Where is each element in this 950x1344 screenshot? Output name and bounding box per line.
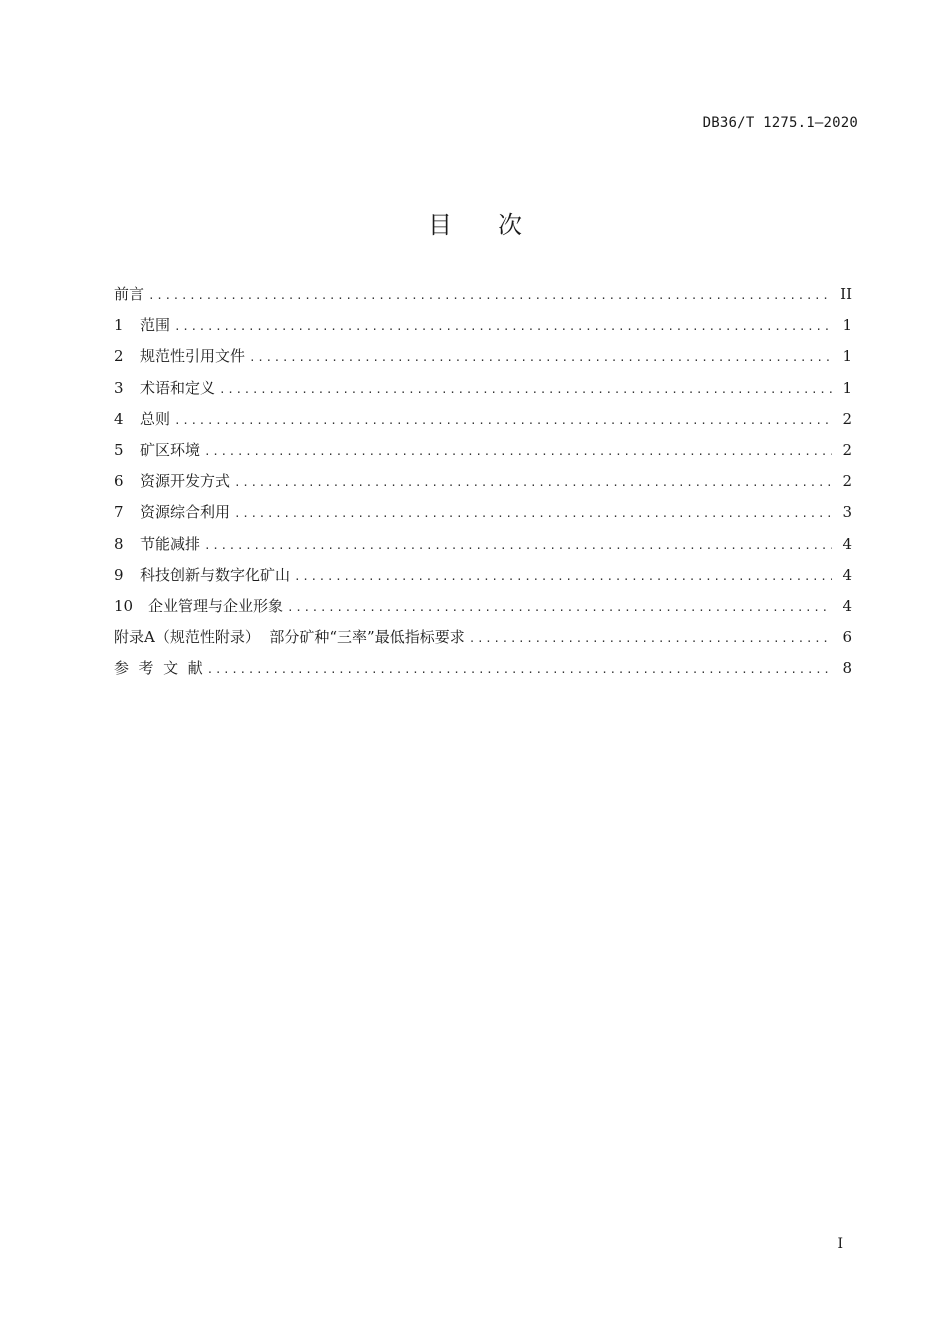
toc-entry-label: 参 考 文 献 [114,659,203,678]
toc-leader-dots [294,570,832,583]
toc-entry-page: II [840,285,852,303]
toc-entry-appendix-a[interactable] [114,626,852,657]
toc-entry-mining-environment[interactable] [114,439,852,470]
toc-leader-dots [249,351,832,364]
toc-entry-number: 7 [114,503,124,522]
toc-leader-dots [234,507,832,520]
toc-entry-label: 总则 [140,409,171,428]
toc-entry-label: 科技创新与数字化矿山 [140,565,291,584]
toc-entry-page: 3 [842,503,852,522]
toc-entry-label: 术语和定义 [140,378,216,397]
toc-leader-dots [207,663,832,676]
toc-entry-label: 规范性引用文件 [140,347,246,366]
toc-entry-number: 9 [114,565,124,584]
toc-entry-label: 节能减排 [140,534,201,553]
standard-code: DB36/T 1275.1—2020 [702,115,858,131]
toc-entry-management[interactable] [114,595,852,626]
toc-entry-page: 8 [842,659,852,678]
toc-entry-page: 4 [842,565,852,584]
toc-entry-normative-references[interactable] [114,345,852,376]
toc-entry-innovation[interactable] [114,564,852,595]
toc-entry-label: 企业管理与企业形象 [148,596,284,615]
toc-entry-number: 6 [114,472,124,491]
toc-entry-number: 1 [114,316,124,335]
toc-leader-dots [469,632,832,645]
toc-entry-number: 3 [114,378,124,397]
toc-entry-bibliography[interactable] [114,657,852,688]
toc-entry-page: 4 [842,596,852,615]
toc-entry-number: 8 [114,534,124,553]
toc-leader-dots [204,539,832,552]
toc-entry-page: 2 [842,440,852,459]
toc-entry-energy-saving[interactable] [114,533,852,564]
toc-entry-number: 10 [114,596,134,615]
toc-entry-number: 4 [114,409,124,428]
toc-entry-page: 4 [842,534,852,553]
toc-leader-dots [204,445,832,458]
toc-entry-general[interactable] [114,408,852,439]
toc-entry-page: 1 [842,316,852,335]
table-of-contents [114,283,852,688]
toc-entry-development-method[interactable] [114,470,852,501]
toc-leader-dots [234,476,832,489]
toc-entry-page: 1 [842,378,852,397]
toc-entry-label: 资源综合利用 [140,503,231,522]
toc-entry-label: 资源开发方式 [140,472,231,491]
toc-leader-dots [219,383,832,396]
toc-entry-number: 2 [114,347,124,366]
toc-entry-terms[interactable] [114,377,852,408]
toc-leader-dots [287,601,832,614]
page-number: I [837,1236,843,1252]
toc-entry-page: 6 [842,628,852,647]
toc-entry-number: 5 [114,440,124,459]
toc-entry-label: 前言 [114,285,145,303]
toc-leader-dots [148,289,832,302]
toc-entry-page: 2 [842,409,852,428]
toc-entry-page: 1 [842,347,852,366]
toc-entry-label: 附录A（规范性附录） 部分矿种“三率”最低指标要求 [114,628,465,647]
toc-entry-label: 范围 [140,316,171,335]
toc-entry-preface[interactable] [114,283,852,314]
toc-entry-label: 矿区环境 [140,440,201,459]
toc-entry-page: 2 [842,472,852,491]
toc-leader-dots [174,320,832,333]
toc-entry-scope[interactable] [114,314,852,345]
toc-leader-dots [174,414,832,427]
page-title: 目次 [428,211,568,239]
toc-entry-comprehensive-use[interactable] [114,501,852,532]
